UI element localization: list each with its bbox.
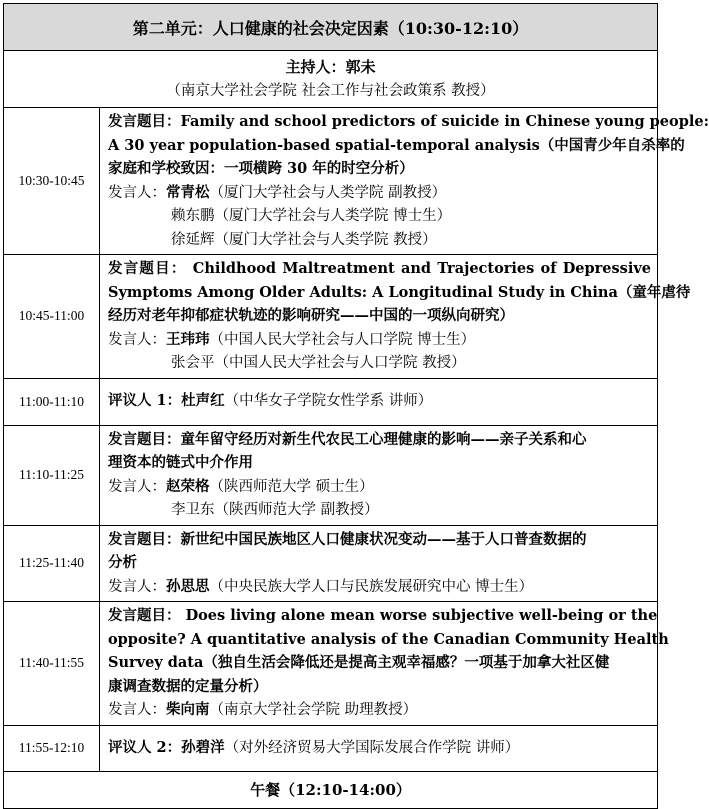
reviewer-affiliation: （对外经济贸易大学国际发展合作学院 讲师） bbox=[224, 739, 520, 756]
time-slot: 11:00-11:10 bbox=[4, 378, 100, 425]
speaker-line bbox=[108, 575, 651, 600]
talk-content bbox=[100, 525, 658, 602]
speaker-line bbox=[108, 352, 651, 376]
speaker-name: 王玮玮 bbox=[166, 330, 210, 348]
topic-label: 发言题目： bbox=[108, 530, 181, 548]
reviewer-affiliation: （中华女子学院女性学系 讲师） bbox=[224, 393, 433, 410]
speaker-name: 孙思思 bbox=[166, 577, 210, 595]
talk-content bbox=[100, 108, 709, 255]
schedule-table bbox=[3, 3, 709, 809]
speaker-affiliation: （厦门大学社会与人类学院 副教授） bbox=[209, 184, 447, 201]
speaker-line bbox=[108, 499, 651, 523]
speaker-affiliation: （中央民族大学人口与民族发展研究中心 博士生） bbox=[209, 578, 534, 595]
speaker-line bbox=[108, 229, 651, 253]
time-slot: 10:45-11:00 bbox=[4, 255, 100, 379]
talk-title-line: 发言题目：童年留守经历对新生代农民工心理健康的影响——亲子关系和心 bbox=[108, 430, 587, 448]
talk-title-line: 发言题目： Does living alone mean worse subjective well-being or the bbox=[108, 607, 658, 624]
speaker-name: 张会平 bbox=[171, 355, 215, 371]
speaker-name: 柴向南 bbox=[166, 701, 210, 718]
speaker-name: 常青松 bbox=[166, 183, 210, 201]
topic-label: 发言题目： bbox=[108, 607, 181, 624]
talk-content bbox=[100, 255, 691, 379]
speaker-name: 李卫东 bbox=[171, 502, 215, 518]
talk-row bbox=[4, 525, 658, 602]
talk-title-line: 理资本的链式中介作用 bbox=[108, 454, 253, 471]
speaker-name: 赖东鹏 bbox=[171, 208, 215, 224]
speaker-affiliation: （厦门大学社会与人类学院 教授） bbox=[214, 231, 437, 248]
speaker-label: 发言人： bbox=[108, 702, 166, 718]
topic-label: 发言题目： bbox=[108, 260, 187, 277]
speaker-label: 发言人： bbox=[108, 184, 166, 201]
reviewer-content bbox=[100, 378, 658, 425]
talk-title-line: Survey data（独自生活会降低还是提高主观幸福感？一项基于加拿大社区健 bbox=[108, 654, 610, 671]
speaker-affiliation: （南京大学社会学院 助理教授） bbox=[209, 702, 418, 718]
speaker-label: 发言人： bbox=[108, 578, 166, 595]
talk-row bbox=[4, 602, 658, 726]
talk-title-line: 分析 bbox=[108, 554, 137, 571]
talk-title-line: opposite? A quantitative analysis of the Canadian Community Health bbox=[108, 630, 669, 648]
speaker-line bbox=[108, 698, 651, 723]
host-row bbox=[4, 51, 658, 108]
speaker-line bbox=[108, 181, 651, 206]
speaker-line bbox=[108, 328, 651, 353]
speaker-affiliation: （中国人民大学社会与人口学院 博士生） bbox=[209, 331, 476, 348]
talk-content bbox=[100, 602, 669, 726]
speaker-name: 赵荣格 bbox=[166, 477, 210, 495]
talk-content bbox=[100, 425, 658, 525]
reviewer-row bbox=[4, 378, 658, 425]
talk-row bbox=[4, 108, 658, 255]
topic-label: 发言题目： bbox=[108, 113, 181, 130]
speaker-affiliation: （中国人民大学社会与人口学院 教授） bbox=[214, 355, 466, 371]
session-title: 第二单元：人口健康的社会决定因素（10:30-12:10） bbox=[4, 4, 658, 51]
reviewer-label: 评议人 1： bbox=[108, 392, 182, 410]
reviewer-name: 杜声红 bbox=[181, 392, 225, 410]
speaker-label: 发言人： bbox=[108, 331, 166, 348]
time-slot: 11:55-12:10 bbox=[4, 725, 100, 771]
speaker-affiliation: （厦门大学社会与人类学院 博士生） bbox=[214, 208, 452, 224]
time-slot: 11:40-11:55 bbox=[4, 602, 100, 726]
talk-row bbox=[4, 425, 658, 525]
talk-title-line: 发言题目：Family and school predictors of suicide in Chinese young people: bbox=[108, 113, 709, 130]
talk-title-line: 经历对老年抑郁症状轨迹的影响研究——中国的一项纵向研究） bbox=[108, 307, 514, 324]
reviewer-line bbox=[108, 389, 651, 414]
talk-title-line: Symptoms Among Older Adults: A Longitudinal Study in China（童年虐待 bbox=[108, 283, 691, 301]
lunch-label: 午餐（12:10-14:00） bbox=[4, 771, 658, 808]
reviewer-name: 孙碧洋 bbox=[181, 738, 225, 756]
reviewer-line bbox=[108, 736, 651, 761]
lunch-row bbox=[4, 771, 658, 808]
host-affiliation: （南京大学社会学院 社会工作与社会政策系 教授） bbox=[166, 83, 495, 99]
speaker-affiliation: （陕西师范大学 副教授） bbox=[214, 502, 379, 518]
host-name: 主持人：郭未 bbox=[285, 58, 376, 76]
host-cell bbox=[4, 51, 658, 108]
talk-title-line: 发言题目：新世纪中国民族地区人口健康状况变动——基于人口普查数据的 bbox=[108, 530, 587, 548]
talk-title-line: A 30 year population-based spatial-temporal analysis（中国青少年自杀率的 bbox=[108, 136, 685, 154]
time-slot: 10:30-10:45 bbox=[4, 108, 100, 255]
speaker-affiliation: （陕西师范大学 硕士生） bbox=[209, 478, 374, 495]
reviewer-label: 评议人 2： bbox=[108, 738, 182, 756]
speaker-label: 发言人： bbox=[108, 478, 166, 495]
talk-title-line: 康调查数据的定量分析） bbox=[108, 677, 268, 695]
talk-row bbox=[4, 255, 658, 379]
talk-title-line: 家庭和学校致因：一项横跨 30 年的时空分析） bbox=[108, 160, 414, 177]
reviewer-content bbox=[100, 725, 658, 771]
speaker-line bbox=[108, 205, 651, 229]
speaker-line bbox=[108, 475, 651, 500]
time-slot: 11:25-11:40 bbox=[4, 525, 100, 602]
session-header-row bbox=[4, 4, 658, 51]
talk-title-line: 发言题目： Childhood Maltreatment and Trajectories of Depressive bbox=[108, 260, 651, 277]
reviewer-row bbox=[4, 725, 658, 771]
topic-label: 发言题目： bbox=[108, 430, 181, 448]
time-slot: 11:10-11:25 bbox=[4, 425, 100, 525]
speaker-name: 徐延辉 bbox=[171, 231, 215, 248]
